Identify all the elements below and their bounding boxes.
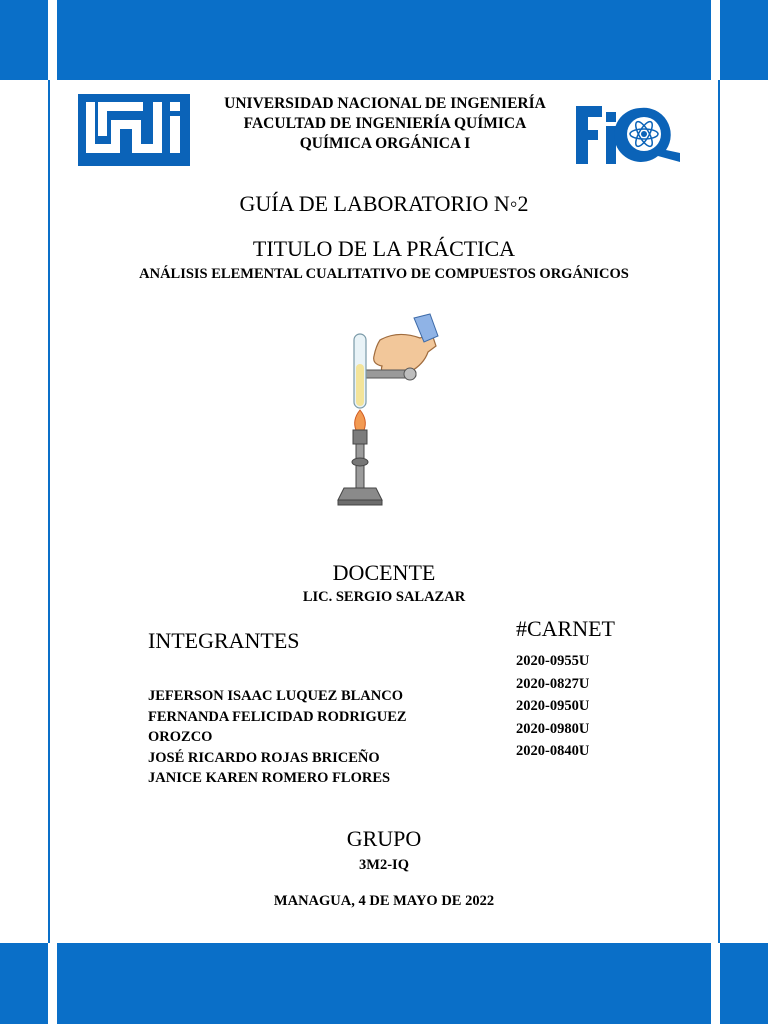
course-name: QUÍMICA ORGÁNICA I (299, 135, 471, 152)
right-border-line (718, 80, 720, 943)
member-name: JOSÉ RICARDO ROJAS BRICEÑO (148, 749, 380, 766)
members-list (148, 686, 468, 789)
left-border-line (48, 80, 50, 943)
faculty-name: FACULTAD DE INGENIERÍA QUÍMICA (243, 115, 527, 132)
member-name: OROZCO (148, 729, 213, 745)
carnet-list (516, 650, 589, 763)
carnet-label: #CARNET (516, 616, 615, 641)
carnet-number: 2020-0840U (516, 743, 590, 759)
member-name: FERNANDA FELICIDAD RODRIGUEZ (148, 708, 407, 725)
place-date: MANAGUA, 4 DE MAYO DE 2022 (273, 893, 495, 909)
member-name: JEFERSON ISAAC LUQUEZ BLANCO (148, 688, 404, 704)
practice-name: ANÁLISIS ELEMENTAL CUALITATIVO DE COMPUESTOS ORGÁNICOS (139, 266, 629, 282)
bottom-band (57, 943, 711, 1024)
bunsen-burner-test-tube-icon (318, 312, 448, 512)
carnet-number: 2020-0827U (516, 675, 590, 692)
top-band-left (0, 0, 48, 80)
institution-header (200, 94, 570, 154)
practice-label: TITULO DE LA PRÁCTICA (252, 236, 516, 261)
integrantes-label: INTEGRANTES (148, 628, 300, 653)
bottom-band-left (0, 943, 48, 1024)
bottom-band-right (720, 943, 768, 1024)
university-name: UNIVERSIDAD NACIONAL DE INGENIERÍA (224, 95, 546, 112)
carnet-number: 2020-0950U (516, 698, 590, 714)
carnet-number: 2020-0955U (516, 653, 590, 669)
carnet-number: 2020-0980U (516, 720, 590, 737)
guide-title: GUÍA DE LABORATORIO N◦2 (239, 191, 529, 216)
member-name: JANICE KAREN ROMERO FLORES (148, 770, 391, 786)
docente-label: DOCENTE (332, 560, 436, 585)
uni-logo (78, 94, 190, 166)
top-band-right (720, 0, 768, 80)
grupo-value: 3M2-IQ (359, 857, 409, 873)
fiq-logo (576, 104, 688, 166)
top-band (57, 0, 711, 80)
grupo-label: GRUPO (346, 826, 422, 851)
docente-name: LIC. SERGIO SALAZAR (302, 589, 466, 605)
